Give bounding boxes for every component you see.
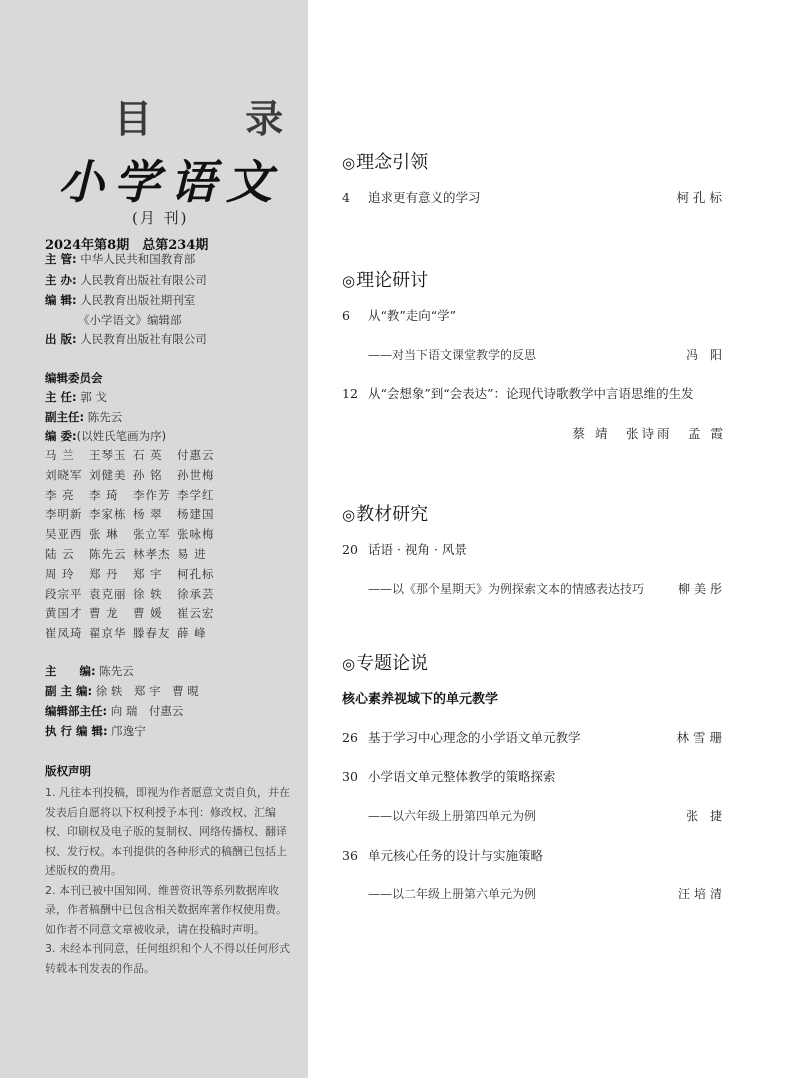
member-row: 李明新 李家栋 杨 翠 杨建国 (45, 507, 215, 522)
member-row: 吴亚西 张 琳 张立军 张咏梅 (45, 527, 215, 542)
deputy-editor: 副 主 编: 徐 轶 郑 宇 曹 晛 (45, 684, 199, 698)
office-director: 编辑部主任: 向 瑞 付惠云 (45, 704, 184, 718)
toc-heading: 目 录 (114, 96, 324, 141)
masthead-line: 出 版: 人民教育出版社有限公司 (45, 332, 207, 346)
publication-frequency: (月 刊) (132, 209, 189, 227)
section-title-sec3: ◎教材研究 (342, 504, 429, 525)
issue-number: 2024年第8期 总第234期 (45, 238, 209, 253)
topic-heading: 核心素养视域下的单元教学 (342, 692, 499, 707)
committee-members-label: 编 委:(以姓氏笔画为序) (45, 429, 167, 443)
executive-editor: 执 行 编 辑: 邝逸宁 (45, 724, 146, 738)
section-title-sec1: ◎理念引领 (342, 152, 429, 173)
toc-entry[interactable]: 12 从“会想象”到“会表达”：论现代诗歌教学中言语思维的生发 (342, 386, 694, 401)
toc-entry[interactable]: 6 从“教”走向“学” (342, 308, 457, 323)
member-row: 周 玲 郑 丹 郑 宇 柯孔标 (45, 566, 215, 581)
masthead-line: 编 辑: 人民教育出版社期刊室 (45, 293, 196, 307)
toc-subtitle: ——对当下语文课堂教学的反思 冯 阳 (368, 348, 726, 362)
committee-deputy: 副主任: 陈先云 (45, 410, 123, 424)
magazine-name: 小学语文 (58, 155, 282, 209)
member-row: 陆 云 陈先云 林孝杰 易 进 (45, 546, 207, 561)
committee-director: 主 任: 郭 戈 (45, 390, 107, 404)
toc-entry[interactable]: 36 单元核心任务的设计与实施策略 (342, 848, 544, 863)
copyright-paragraph: 1. 凡往本刊投稿，即视为作者愿意文责自负，并在发表后自愿将以下权利授予本刊：修改权、汇编权、印刷权及电子版的复制权、网络传播权、翻译权、发行权。本刊提供的各种形式的稿酬已包括上述版权的费用。 (45, 786, 290, 877)
member-row: 马 兰 王琴玉 石 英 付惠云 (45, 448, 215, 462)
member-row: 李 亮 李 琦 李作芳 李学红 (45, 487, 215, 502)
copyright-paragraph: 2. 本刊已被中国知网、维普资讯等系列数据库收录，作者稿酬中已包含相关数据库著作权使用费。如作者不同意文章被收录，请在投稿时声明。 (45, 883, 287, 936)
committee-members (45, 446, 295, 644)
toc-subtitle: ——以《那个星期天》为例探索文本的情感表达技巧 柳美彤 (368, 582, 726, 596)
toc-entry[interactable]: 30 小学语文单元整体教学的策略探索 (342, 769, 556, 784)
copyright-paragraph: 3. 未经本刊同意，任何组织和个人不得以任何形式转载本刊发表的作品。 (45, 942, 290, 975)
editor-in-chief: 主 编: 陈先云 (45, 664, 134, 678)
toc-entry[interactable]: 4 追求更有意义的学习 柯孔标 (342, 190, 726, 205)
member-row: 刘晓军 刘健美 孙 铭 孙世梅 (45, 467, 215, 482)
section-title-sec4: ◎专题论说 (342, 653, 429, 674)
toc-entry[interactable]: 26 基于学习中心理念的小学语文单元教学 林雪珊 (342, 730, 726, 745)
toc-subtitle: ——以六年级上册第四单元为例 张 捷 (368, 809, 726, 823)
copyright-notice (45, 783, 295, 978)
copyright-title: 版权声明 (45, 764, 91, 778)
member-row: 崔凤琦 翟京华 滕春友 薛 峰 (45, 626, 207, 641)
committee-title: 编辑委员会 (45, 371, 103, 385)
toc-subtitle: ——以二年级上册第六单元为例 汪培清 (368, 887, 726, 901)
member-row: 段宗平 袁克丽 徐 轶 徐承芸 (45, 586, 215, 601)
toc-authors: 蔡 靖 张诗雨 孟 霞 (572, 426, 726, 441)
toc-entry[interactable]: 20 话语 · 视角 · 风景 (342, 542, 467, 557)
section-title-sec2: ◎理论研讨 (342, 270, 429, 291)
masthead-line: 《小学语文》编辑部 (78, 313, 182, 327)
masthead-line: 主 办: 人民教育出版社有限公司 (45, 273, 207, 287)
masthead-line: 主 管: 中华人民共和国教育部 (45, 252, 196, 266)
member-row: 黄国才 曹 龙 曹 媛 崔云宏 (45, 606, 215, 621)
